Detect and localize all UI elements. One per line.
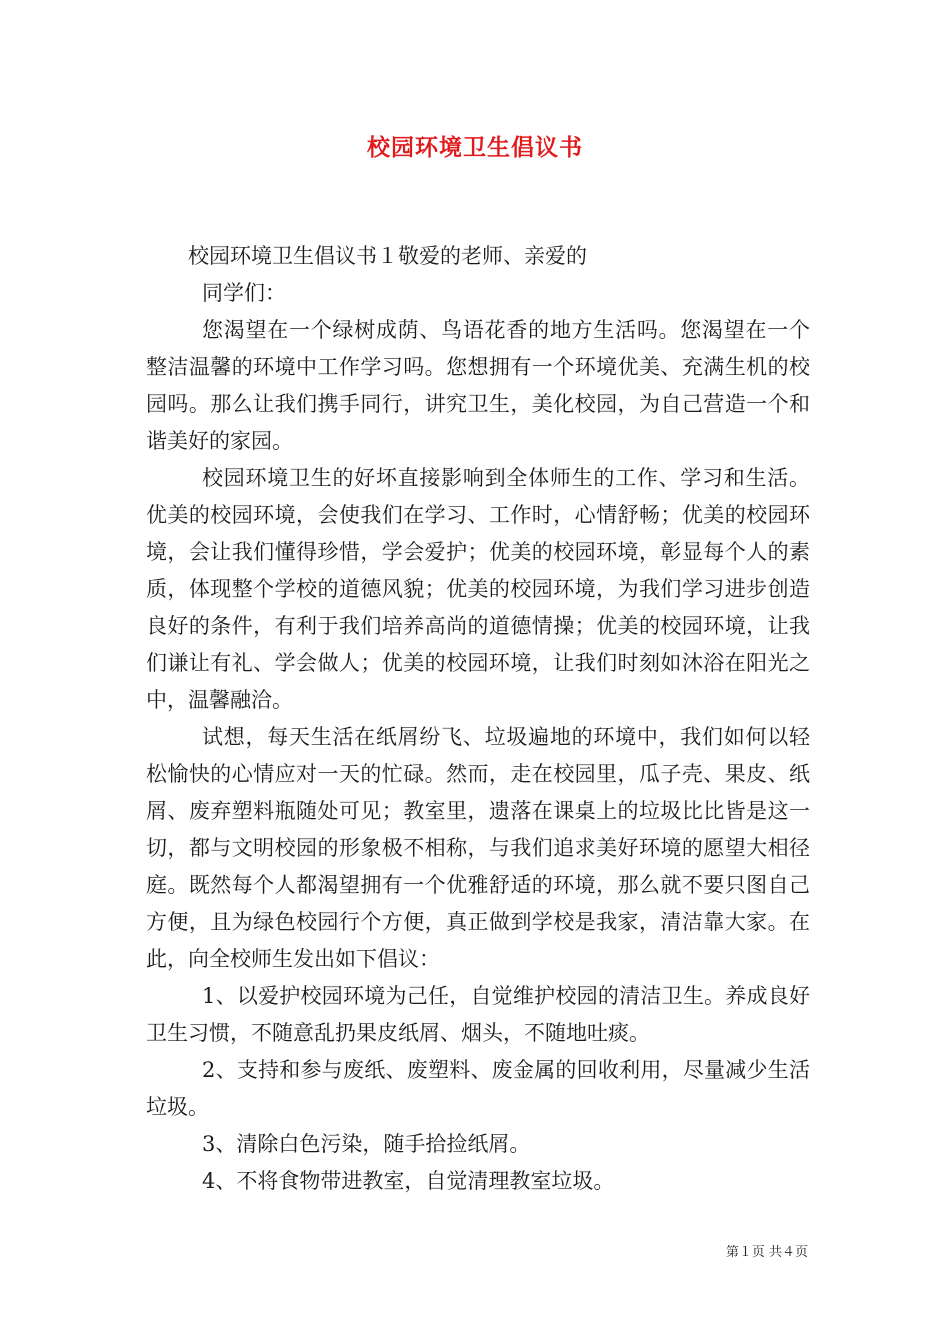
heading-line: 校园环境卫生倡议书１敬爱的老师、亲爱的: [188, 244, 587, 268]
paragraph-benefits: 校园环境卫生的好坏直接影响到全体师生的工作、学习和生活。优美的校园环境，会使我们在学习、工作时，心情舒畅；优美的校园环境，会让我们懂得珍惜，学会爱护；优美的校园环境，彰显每个人的素质，体现整个学校的道德风貌；优美的校园环境，为我们学习进步创造良好的条件，有利于我们培养高尚的道德情操；优美的校园环境，让我们谦让有礼、学会做人；优美的校园环境，让我们时刻如沐浴在阳光之中，温馨融洽。: [146, 466, 810, 712]
paragraph-intro: 您渴望在一个绿树成荫、鸟语花香的地方生活吗。您渴望在一个整洁温馨的环境中工作学习吗。您想拥有一个环境优美、充满生机的校园吗。那么让我们携手同行，讲究卫生，美化校园，为自己营造一个和谐美好的家园。: [146, 318, 810, 453]
proposal-item-1: 1、以爱护校园环境为己任，自觉维护校园的清洁卫生。养成良好卫生习惯，不随意乱扔果皮纸屑、烟头，不随地吐痰。: [146, 984, 810, 1045]
proposal-item-4: 4、不将食物带进教室，自觉清理教室垃圾。: [202, 1169, 615, 1193]
proposal-item-2: 2、支持和参与废纸、废塑料、废金属的回收利用，尽量减少生活垃圾。: [146, 1058, 810, 1119]
document-body: [146, 238, 810, 1200]
paragraph-problems: 试想，每天生活在纸屑纷飞、垃圾遍地的环境中，我们如何以轻松愉快的心情应对一天的忙碌。然而，走在校园里，瓜子壳、果皮、纸屑、废弃塑料瓶随处可见；教室里，遗落在课桌上的垃圾比比皆是这一切，都与文明校园的形象极不相称，与我们追求美好环境的愿望大相径庭。既然每个人都渴望拥有一个优雅舒适的环境，那么就不要只图自己方便，且为绿色校园行个方便，真正做到学校是我家，清洁靠大家。在此，向全校师生发出如下倡议：: [146, 725, 810, 971]
salutation: 同学们：: [202, 281, 286, 305]
document-title: 校园环境卫生倡议书: [367, 134, 583, 161]
proposal-item-3: 3、清除白色污染，随手拾捡纸屑。: [202, 1132, 531, 1156]
page-number-footer: 第１页 共４页: [725, 1245, 808, 1260]
